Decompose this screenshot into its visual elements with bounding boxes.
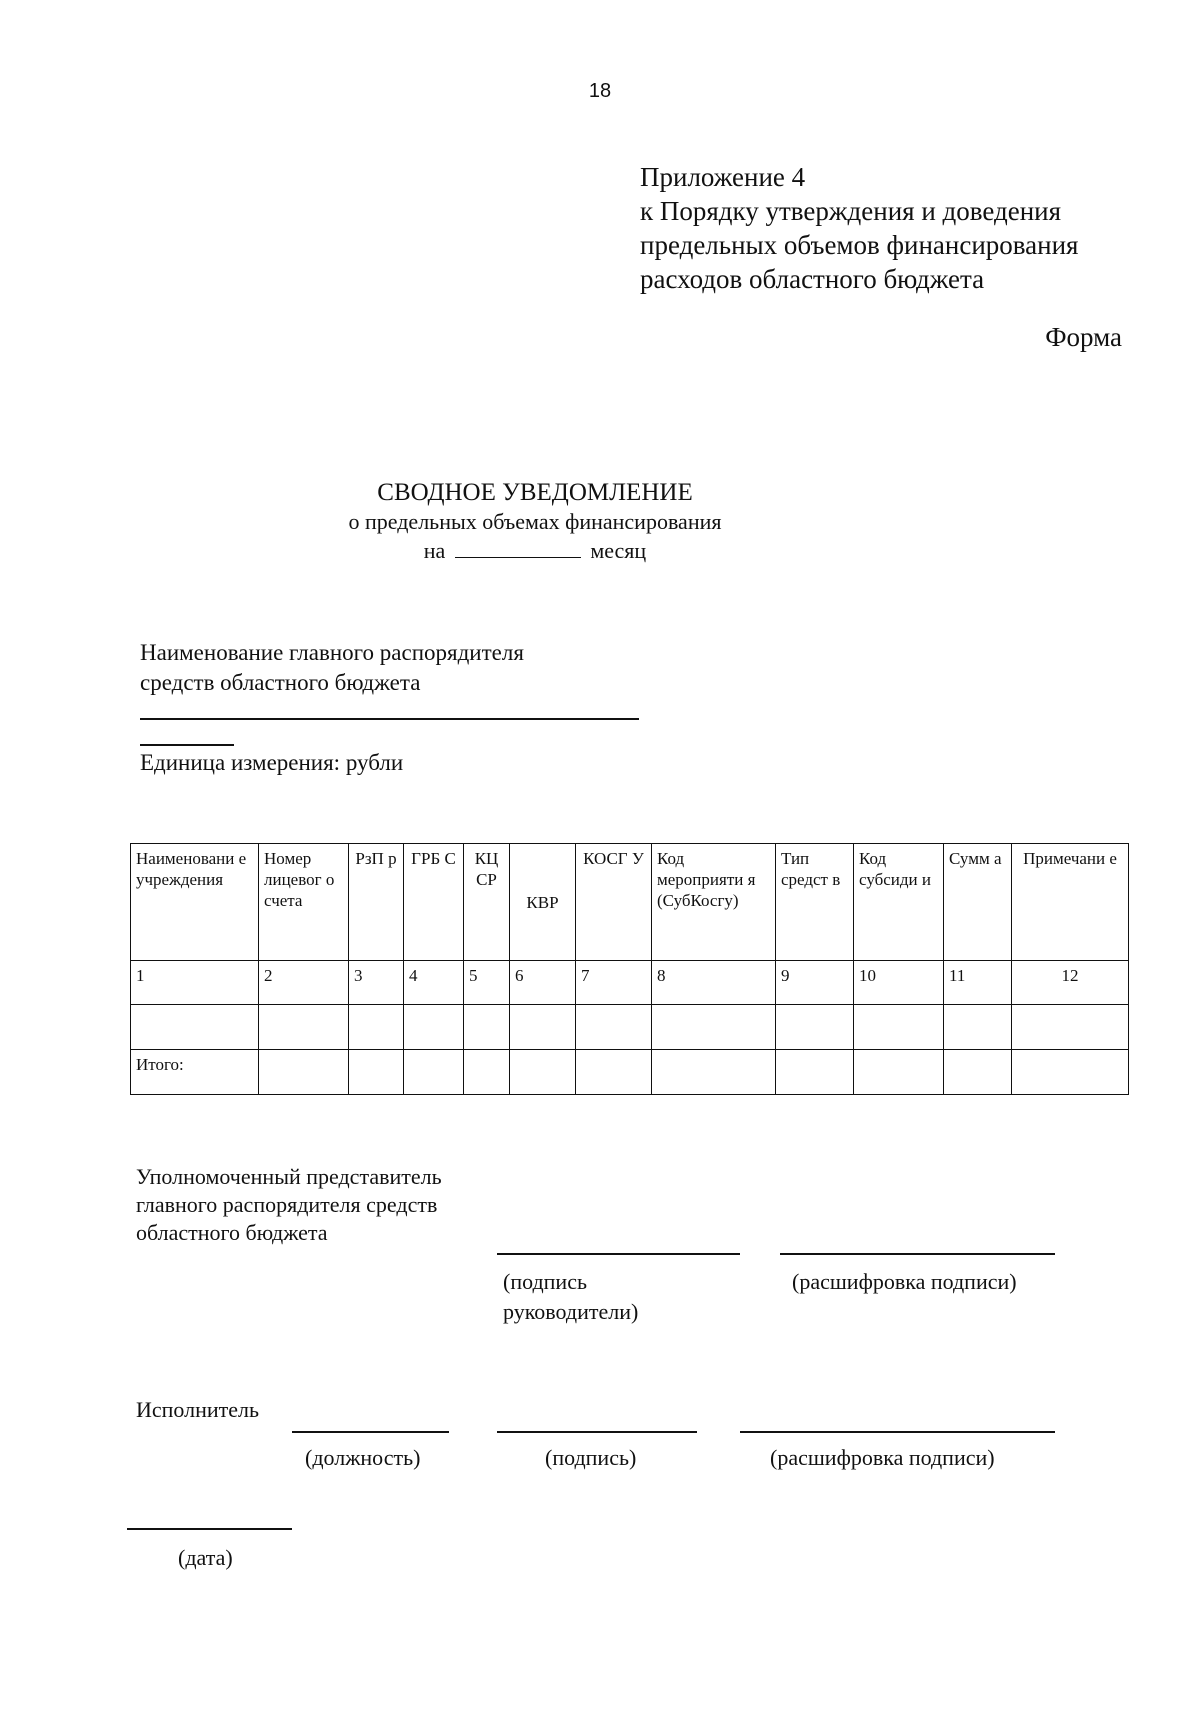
appendix-line-3: предельных объемов финансирования xyxy=(640,230,1079,260)
header-cell: КОСГ У xyxy=(576,844,652,961)
empty-cell[interactable] xyxy=(464,1005,510,1050)
empty-cell[interactable] xyxy=(854,1050,944,1095)
document-title xyxy=(180,478,890,565)
column-number-cell: 10 xyxy=(854,961,944,1005)
empty-cell[interactable] xyxy=(464,1050,510,1095)
appendix-block xyxy=(640,160,1078,296)
title-subtitle: о предельных объемах финансирования xyxy=(348,509,722,534)
limits-table xyxy=(130,843,1129,1095)
authorized-line-1: Уполномоченный представитель xyxy=(136,1164,442,1189)
empty-cell[interactable] xyxy=(404,1050,464,1095)
head-signature-caption-line-1: (подпись xyxy=(503,1269,588,1294)
header-cell: Сумм а xyxy=(944,844,1012,961)
date-caption: (дата) xyxy=(178,1545,233,1570)
executor-position-blank[interactable] xyxy=(292,1431,449,1433)
manager-line-2: средств областного бюджета xyxy=(140,670,421,695)
header-cell: Примечани е xyxy=(1012,844,1129,961)
head-decode-caption: (расшифровка подписи) xyxy=(792,1269,1017,1294)
column-number-cell: 11 xyxy=(944,961,1012,1005)
authorized-line-3: областного бюджета xyxy=(136,1220,328,1245)
header-cell: ГРБ С xyxy=(404,844,464,961)
empty-cell[interactable] xyxy=(576,1005,652,1050)
executor-signature-caption: (подпись) xyxy=(545,1445,637,1470)
column-number-cell: 1 xyxy=(131,961,259,1005)
empty-cell[interactable] xyxy=(349,1050,404,1095)
empty-cell[interactable] xyxy=(776,1005,854,1050)
table-row xyxy=(131,1005,1129,1050)
empty-cell[interactable] xyxy=(944,1050,1012,1095)
date-blank[interactable] xyxy=(127,1528,292,1530)
manager-label xyxy=(140,638,524,698)
empty-cell[interactable] xyxy=(510,1050,576,1095)
empty-cell[interactable] xyxy=(944,1005,1012,1050)
empty-cell[interactable] xyxy=(576,1050,652,1095)
column-number-cell: 4 xyxy=(404,961,464,1005)
appendix-line-4: расходов областного бюджета xyxy=(640,264,985,294)
month-blank-field[interactable] xyxy=(455,539,581,558)
header-cell: КВР xyxy=(510,844,576,961)
header-cell: КЦ СР xyxy=(464,844,510,961)
month-prefix: на xyxy=(423,538,446,563)
total-label: Итого: xyxy=(131,1050,259,1095)
empty-cell[interactable] xyxy=(259,1050,349,1095)
header-cell: Наименовани е учреждения xyxy=(131,844,259,961)
column-number-cell: 6 xyxy=(510,961,576,1005)
head-signature-caption xyxy=(503,1267,638,1327)
table-header-row xyxy=(131,844,1129,961)
empty-cell[interactable] xyxy=(1012,1005,1129,1050)
empty-cell[interactable] xyxy=(776,1050,854,1095)
executor-decode-blank[interactable] xyxy=(740,1431,1055,1433)
column-number-cell: 8 xyxy=(652,961,776,1005)
unit-of-measure: Единица измерения: рубли xyxy=(140,750,404,775)
manager-name-blank[interactable] xyxy=(140,718,639,720)
manager-short-rule xyxy=(140,744,234,746)
appendix-line-1: Приложение 4 xyxy=(640,162,806,192)
empty-cell[interactable] xyxy=(854,1005,944,1050)
header-cell: Код субсиди и xyxy=(854,844,944,961)
title-main: СВОДНОЕ УВЕДОМЛЕНИЕ xyxy=(377,479,693,506)
authorized-line-2: главного распорядителя средств xyxy=(136,1192,438,1217)
column-number-cell: 12 xyxy=(1012,961,1129,1005)
column-number-cell: 9 xyxy=(776,961,854,1005)
head-signature-decode-blank[interactable] xyxy=(780,1253,1055,1255)
executor-decode-caption: (расшифровка подписи) xyxy=(770,1445,995,1470)
month-suffix: месяц xyxy=(590,538,647,563)
form-label: Форма xyxy=(1045,322,1122,352)
empty-cell[interactable] xyxy=(259,1005,349,1050)
title-month-line xyxy=(180,536,890,565)
header-cell: РзП р xyxy=(349,844,404,961)
header-cell: Тип средст в xyxy=(776,844,854,961)
empty-cell[interactable] xyxy=(131,1005,259,1050)
empty-cell[interactable] xyxy=(652,1050,776,1095)
header-cell: Код мероприяти я (СубКосгу) xyxy=(652,844,776,961)
executor-label: Исполнитель xyxy=(136,1397,260,1422)
manager-line-1: Наименование главного распорядителя xyxy=(140,640,524,665)
empty-cell[interactable] xyxy=(510,1005,576,1050)
executor-signature-blank[interactable] xyxy=(497,1431,697,1433)
column-number-cell: 2 xyxy=(259,961,349,1005)
column-number-cell: 7 xyxy=(576,961,652,1005)
header-cell: Номер лицевог о счета xyxy=(259,844,349,961)
column-number-row xyxy=(131,961,1129,1005)
head-signature-caption-line-2: руководители) xyxy=(503,1299,639,1324)
column-number-cell: 5 xyxy=(464,961,510,1005)
executor-position-caption: (должность) xyxy=(305,1445,421,1470)
total-row xyxy=(131,1050,1129,1095)
column-number-cell: 3 xyxy=(349,961,404,1005)
empty-cell[interactable] xyxy=(652,1005,776,1050)
empty-cell[interactable] xyxy=(1012,1050,1129,1095)
page-number: 18 xyxy=(588,80,612,102)
appendix-line-2: к Порядку утверждения и доведения xyxy=(640,196,1062,226)
empty-cell[interactable] xyxy=(404,1005,464,1050)
empty-cell[interactable] xyxy=(349,1005,404,1050)
authorized-representative-label xyxy=(136,1163,442,1247)
head-signature-blank[interactable] xyxy=(497,1253,740,1255)
